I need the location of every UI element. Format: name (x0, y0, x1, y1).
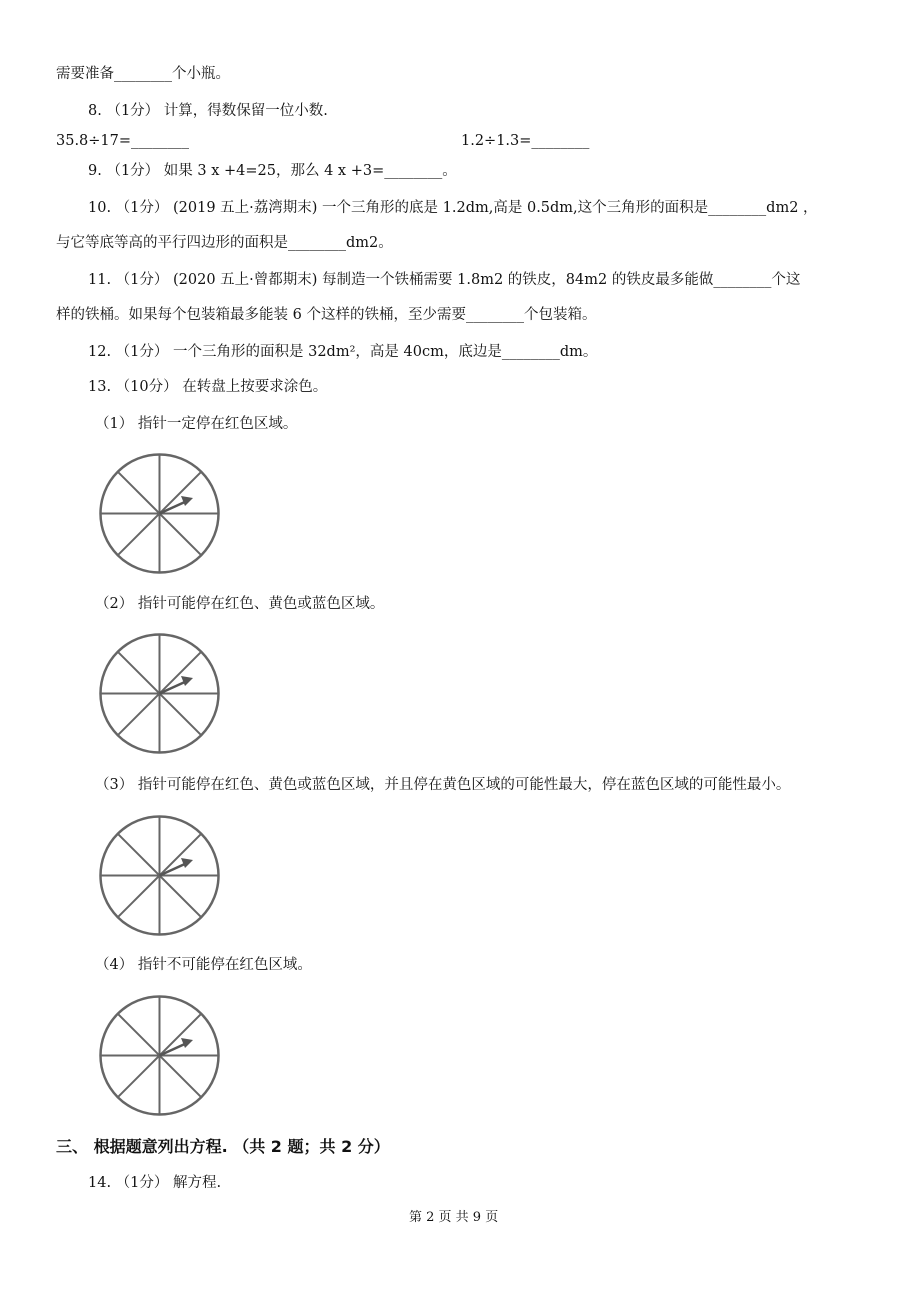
pointer-head (181, 496, 193, 506)
q7-continuation: 需要准备________个小瓶。 (56, 66, 230, 82)
pointer-head (181, 858, 193, 868)
q11-text-2: 样的铁桶。如果每个包装箱最多能装 6 个这样的铁桶，至少需要________个包装箱。 (56, 307, 597, 323)
pointer-head (181, 676, 193, 686)
q14-text: 14. （1分） 解方程. (88, 1175, 222, 1191)
q8-part-b: 1.2÷1.3=________ (461, 133, 590, 149)
pointer (160, 1043, 188, 1056)
q10-text-2: 与它等底等高的平行四边形的面积是________dm2。 (56, 235, 393, 251)
pointer (160, 863, 188, 876)
q9-text: 9. （1分） 如果 3 x +4=25，那么 4 x +3=________。 (88, 163, 457, 179)
q13-sub2: （2） 指针可能停在红色、黄色或蓝色区域。 (95, 596, 385, 612)
pointer-head (181, 1038, 193, 1048)
q10-text-1: 10. （1分） (2019 五上·荔湾期末) 一个三角形的底是 1.2dm,高是 0.5dm,这个三角形的面积是________dm2 ， (88, 200, 818, 216)
q11-text-1: 11. （1分） (2020 五上·曾都期末) 每制造一个铁桶需要 1.8m2 的铁皮，84m2 的铁皮最多能做________个这 (88, 272, 801, 288)
spinner-wheel-1[interactable] (97, 451, 222, 576)
q8-part-a: 35.8÷17=________ (56, 133, 190, 149)
pointer (160, 681, 188, 694)
page-footer: 第 2 页 共 9 页 (409, 1210, 499, 1225)
section-3-heading: 三、 根据题意列出方程. （共 2 题；共 2 分） (56, 1137, 390, 1156)
spinner-wheel-3[interactable] (97, 813, 222, 938)
spinner-wheel-4[interactable] (97, 993, 222, 1118)
q12-text: 12. （1分） 一个三角形的面积是 32dm²，高是 40cm，底边是________dm。 (88, 344, 598, 360)
q8-text: 8. （1分） 计算，得数保留一位小数. (88, 103, 328, 119)
pointer (160, 501, 188, 514)
q13-text: 13. （10分） 在转盘上按要求涂色。 (88, 379, 328, 395)
spinner-wheel-2[interactable] (97, 631, 222, 756)
q13-sub3: （3） 指针可能停在红色、黄色或蓝色区域，并且停在黄色区域的可能性最大，停在蓝色区域的可能性最小。 (95, 777, 791, 793)
q13-sub1: （1） 指针一定停在红色区域。 (95, 416, 298, 432)
q13-sub4: （4） 指针不可能停在红色区域。 (95, 957, 312, 973)
